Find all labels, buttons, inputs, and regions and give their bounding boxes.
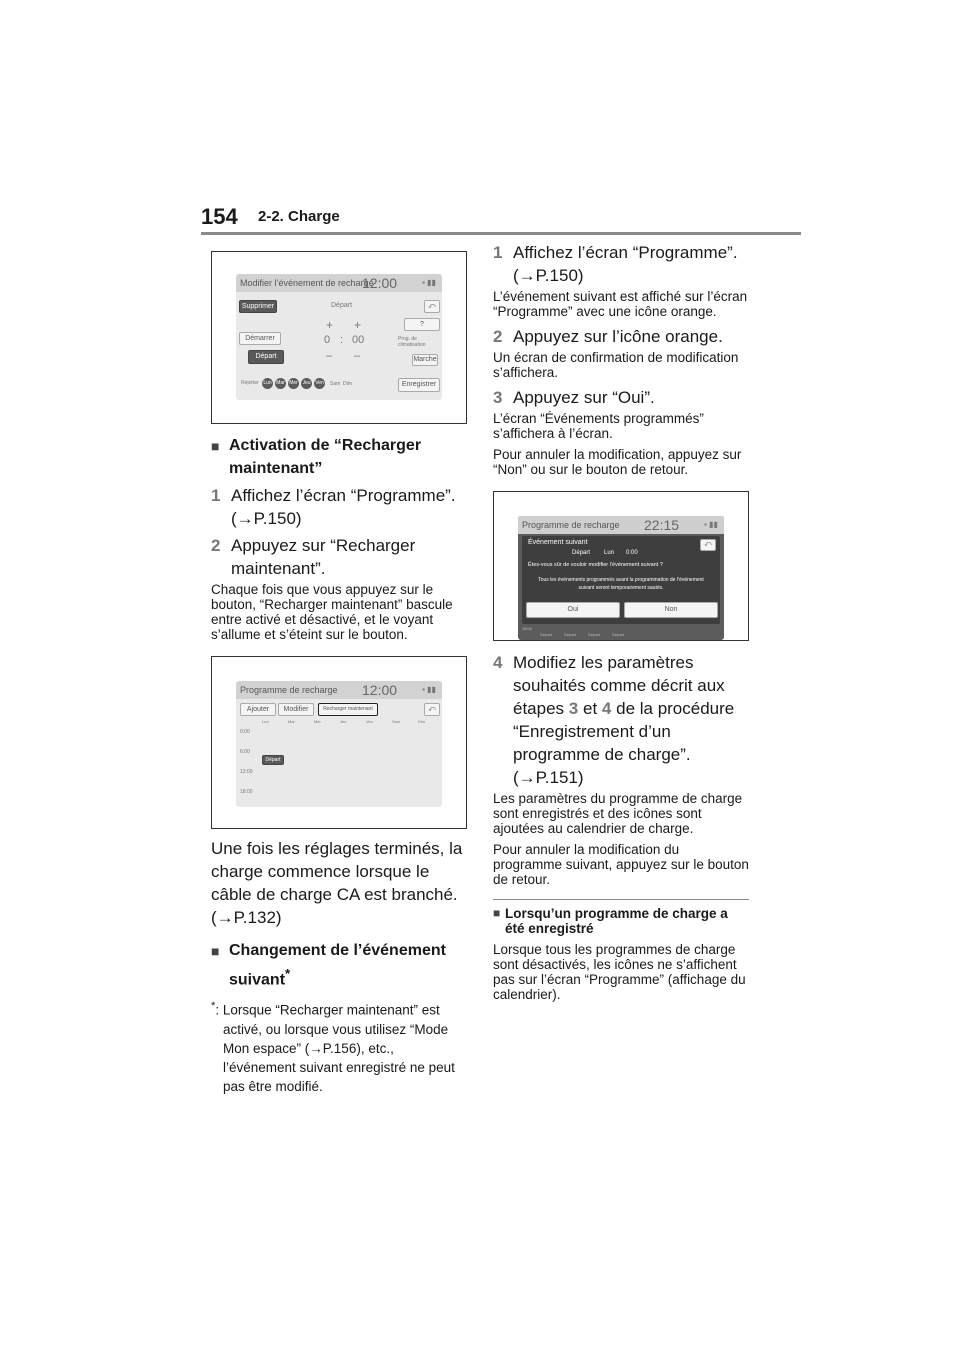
hour-value: 0 xyxy=(324,334,331,346)
screen-title: Programme de recharge xyxy=(522,520,620,530)
left-paragraph: Une fois les réglages terminés, la charge commence lorsque le câble de charge CA est branché. (→P.132) xyxy=(211,839,463,927)
right-note-2: Un écran de confirmation de modification s’affichera. xyxy=(493,350,739,380)
right-step-2: 2 Appuyez sur l’icône orange. xyxy=(493,327,723,346)
step-number: 1 xyxy=(493,243,503,262)
right-column xyxy=(493,241,749,1008)
bottom-item-1: Départ xyxy=(540,632,553,637)
status-icons: ▪ ▮▮ xyxy=(422,685,436,694)
day-mar[interactable]: Mar xyxy=(275,378,286,389)
screenshot-modify-event xyxy=(211,251,467,424)
minute-plus-button[interactable]: + xyxy=(354,318,362,332)
step-number: 2 xyxy=(211,536,221,555)
cal-day-jeu: Jeu xyxy=(340,719,347,724)
summary-time: 0:00 xyxy=(626,550,638,556)
step-number: 1 xyxy=(211,486,221,505)
cal-day-mar: Mar xyxy=(288,719,295,724)
add-button[interactable]: Ajouter xyxy=(240,703,276,716)
save-button[interactable]: Enregistrer xyxy=(398,378,440,392)
cal-day-mer: Mer xyxy=(314,719,321,724)
right-note-1: L’événement suivant est affiché sur l’écran “Programme” avec une icône orange. xyxy=(493,289,748,319)
right-step-3: 3 Appuyez sur “Oui”. xyxy=(493,388,655,407)
left-step-2: 2 Appuyez sur “Recharger maintenant”. xyxy=(211,536,416,578)
day-sam[interactable]: Sam xyxy=(330,381,341,387)
back-button[interactable]: ⤺ xyxy=(700,539,716,551)
clock: 22:15 xyxy=(644,517,680,533)
screen-title: Programme de recharge xyxy=(240,685,338,695)
day-ven[interactable]: Ven xyxy=(314,378,325,389)
bullet-square-icon: ■ xyxy=(211,438,220,454)
prog-clim-label: Prog. de climatisation xyxy=(398,336,426,348)
right-note-3: L’écran “Événements programmés” s’affichera à l’écran. xyxy=(493,411,704,441)
right-note-5: Les paramètres du programme de charge sont enregistrés et des icônes sont ajoutées au calendrier de charge. xyxy=(493,791,743,836)
cal-hour-0: 0:00 xyxy=(240,729,250,735)
screen-titlebar xyxy=(236,681,442,699)
summary-depart: Départ xyxy=(572,550,591,556)
cal-hour-6: 6:00 xyxy=(240,749,250,755)
day-dim[interactable]: Dim xyxy=(343,381,352,387)
screen-title: Modifier l’événement de recharge xyxy=(240,278,374,288)
heading-recharge-now: ■ Activation de “Recharger maintenant” xyxy=(211,437,422,477)
right-note-4: Pour annuler la modification, appuyez sur “Non” ou sur le bouton de retour. xyxy=(493,447,742,477)
dialog-title: Événement suivant xyxy=(528,539,588,546)
back-button[interactable]: ⤺ xyxy=(424,300,440,313)
screenshot-confirm-dialog xyxy=(493,491,749,641)
step-number: 3 xyxy=(493,388,503,407)
footnote-marker: * xyxy=(285,966,291,981)
cal-hour-12: 12:00 xyxy=(240,769,253,775)
screenshot-schedule xyxy=(211,656,467,829)
day-lun[interactable]: Lun xyxy=(262,378,273,389)
bottom-item-2: Départ xyxy=(564,632,577,637)
header-rule xyxy=(201,232,801,235)
right-step-1: 1 Affichez l’écran “Programme”. (→P.150) xyxy=(493,243,738,285)
screen-titlebar xyxy=(518,516,724,534)
depart-label: Départ xyxy=(331,302,353,309)
day-mer[interactable]: Mer xyxy=(288,378,299,389)
cal-day-ven: Ven xyxy=(366,719,373,724)
left-column xyxy=(211,251,467,1096)
step-number: 4 xyxy=(493,653,503,672)
delete-button[interactable]: Supprimer xyxy=(239,300,277,313)
no-button[interactable]: Non xyxy=(624,602,718,618)
bottom-time: 18:00 xyxy=(522,626,533,631)
repeter-label: Répéter xyxy=(241,380,259,386)
cal-day-dim: Dim xyxy=(418,719,426,724)
clock: 12:00 xyxy=(362,275,398,291)
clock: 12:00 xyxy=(362,682,398,698)
minute-value: 00 xyxy=(352,334,365,346)
help-button[interactable]: ? xyxy=(404,318,440,331)
cal-day-sam: Sam xyxy=(392,719,401,724)
left-note-1: Chaque fois que vous appuyez sur le bouton, “Recharger maintenant” bascule entre activé et désactivé, et le voyant s’allume et s’éteint sur le bouton. xyxy=(211,582,453,642)
hour-minus-button[interactable]: – xyxy=(326,350,333,362)
hour-plus-button[interactable]: + xyxy=(326,318,334,332)
right-note-6: Pour annuler la modification du programme suivant, appuyez sur le bouton de retour. xyxy=(493,842,749,887)
yes-button[interactable]: Oui xyxy=(526,602,620,618)
screen-display xyxy=(236,681,442,807)
confirm-dialog xyxy=(522,536,720,624)
right-step-4: 4 Modifiez les paramètres souhaités comme décrit aux étapes 3 et 4 de la procédure “Enregistrement d’un programme de charge”. (→P.151) xyxy=(493,653,735,787)
step-number: 2 xyxy=(493,327,503,346)
day-jeu[interactable]: Jeu xyxy=(301,378,312,389)
modify-button[interactable]: Modifier xyxy=(278,703,314,716)
summary-day: Lun xyxy=(604,550,615,556)
status-icons: ▪ ▮▮ xyxy=(704,520,718,529)
bullet-square-icon: ■ xyxy=(493,906,501,920)
bottom-item-4: Départ xyxy=(612,632,625,637)
bullet-square-icon: ■ xyxy=(211,943,220,959)
section-title: 2-2. Charge xyxy=(258,208,340,225)
recharge-now-button[interactable]: Recharger maintenant xyxy=(318,703,378,716)
cal-hour-18: 18:00 xyxy=(240,789,253,795)
calendar-event[interactable]: Départ xyxy=(262,755,284,765)
back-button[interactable]: ⤺ xyxy=(424,703,440,716)
dialog-question: Êtes-vous sûr de vouloir modifier l’événement suivant ? xyxy=(528,562,663,568)
screen-display xyxy=(236,274,442,400)
marche-button[interactable]: Marche xyxy=(412,354,438,366)
right-note-7: Lorsque tous les programmes de charge sont désactivés, les icônes ne s’affichent pas sur l’écran “Programme” (affichage du calendrier). xyxy=(493,942,746,1002)
footnote: *: Lorsque “Recharger maintenant” est activé, ou lorsque vous utilisez “Mode Mon espace” (→P.156), etc., l’événement suivant enregistré ne peut pas être modifié. xyxy=(211,1000,455,1094)
page-number: 154 xyxy=(201,204,238,229)
left-step-1: 1 Affichez l’écran “Programme”. (→P.150) xyxy=(211,486,456,528)
time-colon: : xyxy=(340,334,344,346)
dialog-warning: Tous les événements programmés avant la programmation de l’événement suivant seront temporairement sautés. xyxy=(538,577,704,591)
status-icons: ▪ ▮▮ xyxy=(422,278,436,287)
heading-next-event: ■ Changement de l’événement suivant* xyxy=(211,942,446,989)
demarrer-button[interactable]: Démarrer xyxy=(239,332,281,345)
screen-display xyxy=(518,516,724,640)
section-rule xyxy=(493,899,749,900)
bottom-item-3: Départ xyxy=(588,632,601,637)
depart-button[interactable]: Départ xyxy=(248,350,284,364)
screen-titlebar xyxy=(236,274,442,292)
cal-day-lun: Lun xyxy=(262,719,269,724)
heading-program-saved: ■ Lorsqu’un programme de charge a été enregistré xyxy=(493,906,728,936)
minute-minus-button[interactable]: – xyxy=(354,350,361,362)
